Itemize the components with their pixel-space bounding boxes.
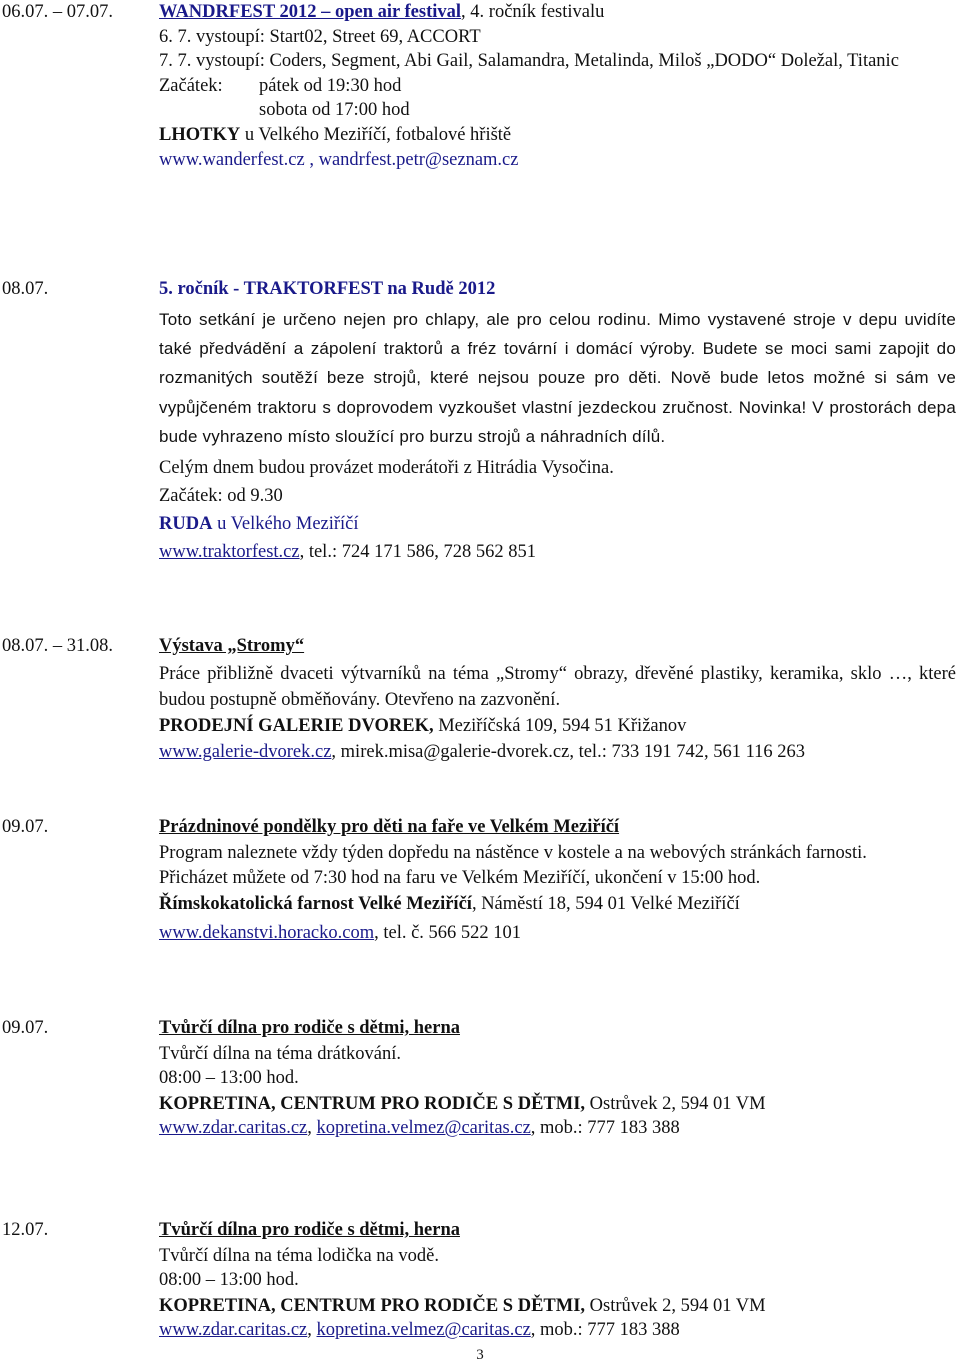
event-date: 09.07. [2,817,49,837]
event-hours: Přicházet můžete od 7:30 hod na faru ve Velkém Meziříčí, ukončení v 15:00 hod. [159,868,761,889]
event-title: Výstava „Stromy“ [159,636,305,656]
start-saturday: sobota od 17:00 hod [259,100,410,121]
event-title: WANDRFEST 2012 – open air festival [159,2,462,22]
link-separator: , [304,149,319,170]
lineup-day-1: 6. 7. vystoupí: Start02, Street 69, ACCORT [159,26,481,47]
event-title: Tvůrčí dílna pro rodiče s dětmi, herna [159,1220,460,1240]
event-place [159,510,956,538]
place-name: PRODEJNÍ GALERIE DVOREK, [159,715,434,736]
place-detail: Meziříčská 109, 594 51 Křižanov [433,715,687,736]
web-link[interactable]: www.wanderfest.cz [159,149,305,170]
place-detail: , Náměstí 18, 594 01 Velké Meziříčí [471,893,740,914]
contact-info: , tel. č. 566 522 101 [374,923,522,944]
link-separator: , [307,1320,317,1341]
event-contact [159,538,956,566]
event-title: 5. ročník - TRAKTORFEST na Rudě 2012 [159,279,496,299]
event-contact [159,739,956,765]
start-label: Začátek: [159,75,223,96]
event-description: Toto setkání je určeno nejen pro chlapy, ale pro celou rodinu. Mimo vystavené stroje v depu uvidíte také předvádění a zápolení traktorů a fréz tovární i domácí výroby. Budete se moci sami zapojit do rozmanitých soutěží beze strojů, které nejsou pouze pro děti. Nově bude letos možné si sám ve vypůjčeném traktoru s doprovodem vyzkoušet vlastní jezdeckou zručnost. Novinka! V prostorách depa bude vyhrazeno místo sloužící pro burzu strojů a náhradních dílů. [159,309,956,447]
link-separator: , [307,1118,317,1139]
event-links [159,148,956,173]
event-time: 08:00 – 13:00 hod. [159,1270,299,1291]
start-times [159,74,956,99]
place-name: LHOTKY [159,124,241,145]
web-link[interactable]: www.dekanstvi.horacko.com [159,923,375,944]
event-start: Začátek: od 9.30 [159,485,283,506]
event-place [159,713,956,739]
event-description: Práce přibližně dvaceti výtvarníků na téma „Stromy“ obrazy, dřevěné plastiky, keramika, sklo …, které budou postupně obměňovány. Otevřeno na zazvonění. [159,663,956,710]
contact-info: , tel.: 724 171 586, 728 562 851 [299,541,536,562]
place-detail: Ostrůvek 2, 594 01 VM [585,1093,766,1114]
place-name: KOPRETINA, CENTRUM PRO RODIČE S DĚTMI, [159,1295,586,1316]
place-name: Římskokatolická farnost Velké Meziříčí [159,893,472,914]
place-detail: Ostrůvek 2, 594 01 VM [585,1295,766,1316]
web-link[interactable]: www.galerie-dvorek.cz [159,741,332,762]
email-link[interactable]: kopretina.velmez@caritas.cz [316,1320,531,1341]
place-detail: u Velkého Meziříčí [212,513,359,534]
contact-info: , mirek.misa@galerie-dvorek.cz, tel.: 733 191 742, 561 116 263 [331,741,806,762]
lineup-day-2: 7. 7. vystoupí: Coders, Segment, Abi Gail, Salamandra, Metalinda, Miloš „DODO“ Doležal, Titanic [159,51,899,72]
web-link[interactable]: www.traktorfest.cz [159,541,300,562]
contact-info: , mob.: 777 183 388 [530,1320,680,1341]
event-contact [159,1116,956,1141]
event-time: 08:00 – 13:00 hod. [159,1068,299,1089]
event-title-rest: , 4. ročník festivalu [461,2,605,22]
event-date: 08.07. – 31.08. [2,636,113,656]
event-description: Tvůrčí dílna na téma lodička na vodě. [159,1245,439,1266]
event-place [159,123,956,148]
web-link[interactable]: www.zdar.caritas.cz [159,1320,308,1341]
event-title-line [159,0,956,25]
event-description: Tvůrčí dílna na téma drátkování. [159,1043,401,1064]
place-name: KOPRETINA, CENTRUM PRO RODIČE S DĚTMI, [159,1093,586,1114]
email-link[interactable]: kopretina.velmez@caritas.cz [316,1118,531,1139]
place-name: RUDA [159,513,213,534]
event-date: 06.07. – 07.07. [2,2,113,22]
event-place [159,1092,956,1117]
event-title: Tvůrčí dílna pro rodiče s dětmi, herna [159,1018,460,1038]
event-date: 08.07. [2,279,49,299]
event-place [159,892,956,917]
web-link[interactable]: www.zdar.caritas.cz [159,1118,308,1139]
contact-info: , mob.: 777 183 388 [530,1118,680,1139]
event-contact [159,921,956,946]
event-contact [159,1318,956,1343]
event-place [159,1294,956,1319]
event-date: 12.07. [2,1220,49,1240]
place-detail: u Velkého Meziříčí, fotbalové hřiště [240,124,512,145]
email-link[interactable]: wandrfest.petr@seznam.cz [318,149,519,170]
event-moderators: Celým dnem budou provázet moderátoři z Hitrádia Vysočina. [159,457,614,478]
event-title: Prázdninové pondělky pro děti na faře ve Velkém Meziříčí [159,817,620,837]
start-friday: pátek od 19:30 hod [259,75,402,96]
page-number: 3 [476,1347,484,1363]
event-date: 09.07. [2,1018,49,1038]
event-description: Program naleznete vždy týden dopředu na nástěnce v kostele a na webových stránkách farnosti. [159,842,867,863]
